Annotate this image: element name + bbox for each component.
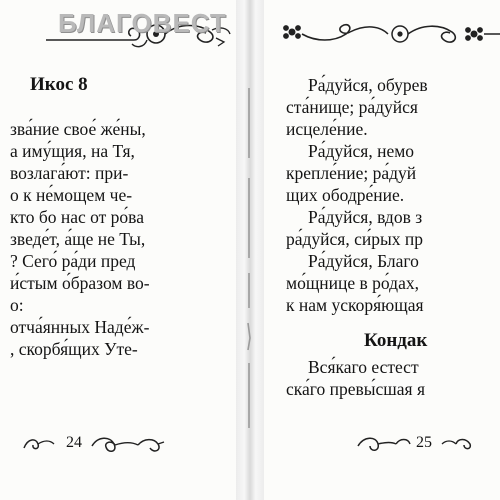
swirl-icon (22, 436, 56, 452)
kondak-heading: Кондак (364, 330, 428, 351)
page-number: 25 (416, 434, 432, 451)
text-line: ска́го превы́сшая я (286, 379, 426, 399)
scroll-ornament-icon (354, 432, 412, 456)
text-line: отча́янных Наде́ж- (10, 317, 150, 337)
ikos-heading: Икос 8 (30, 74, 88, 95)
watermark-logo: БЛАГОВЕСТ (58, 8, 227, 38)
text-line: о к не́мощем че- (10, 185, 133, 205)
text-line: Вся́каго естест (308, 357, 419, 377)
text-line: кто бо нас от ро́ва (10, 207, 144, 227)
text-line: исцеле́ние. (286, 119, 368, 139)
page-number: 24 (66, 434, 82, 451)
swirl-icon (440, 436, 474, 452)
text-line: крепле́ние; ра́дуй (286, 163, 417, 183)
left-page (0, 0, 236, 500)
text-line: ра́дуйся, си́рых пр (286, 229, 423, 249)
text-line: Ра́дуйся, обурев (308, 75, 428, 95)
text-line: зведе́т, а́ще не Ты, (10, 229, 146, 249)
text-line: щих ободре́ние. (286, 185, 405, 205)
text-line: мо́щнице в ро́дах, (286, 273, 419, 293)
text-line: зва́ние свое́ же́ны, (10, 119, 146, 139)
text-line: а иму́щия, на Тя, (10, 141, 135, 161)
text-line: Ра́дуйся, вдов з (308, 207, 423, 227)
text-line: ста́нище; ра́дуйся (286, 97, 418, 117)
text-line: ? Сего́ ра́ди пред (10, 251, 136, 271)
text-line: Ра́дуйся, немо (308, 141, 415, 161)
text-line: , скорбя́щих Уте- (10, 339, 138, 359)
right-page (264, 0, 500, 500)
text-line: Ра́дуйся, Благо (308, 251, 419, 271)
gutter-fold (247, 88, 251, 428)
text-line: о: (10, 295, 24, 315)
text-line: возлага́ют: при- (10, 163, 129, 183)
scroll-ornament-icon (88, 432, 166, 456)
text-line: и́стым о́бразом во- (10, 273, 150, 293)
scroll-ornament-icon (276, 16, 500, 52)
text-line: к нам ускоря́ющая (286, 295, 424, 315)
